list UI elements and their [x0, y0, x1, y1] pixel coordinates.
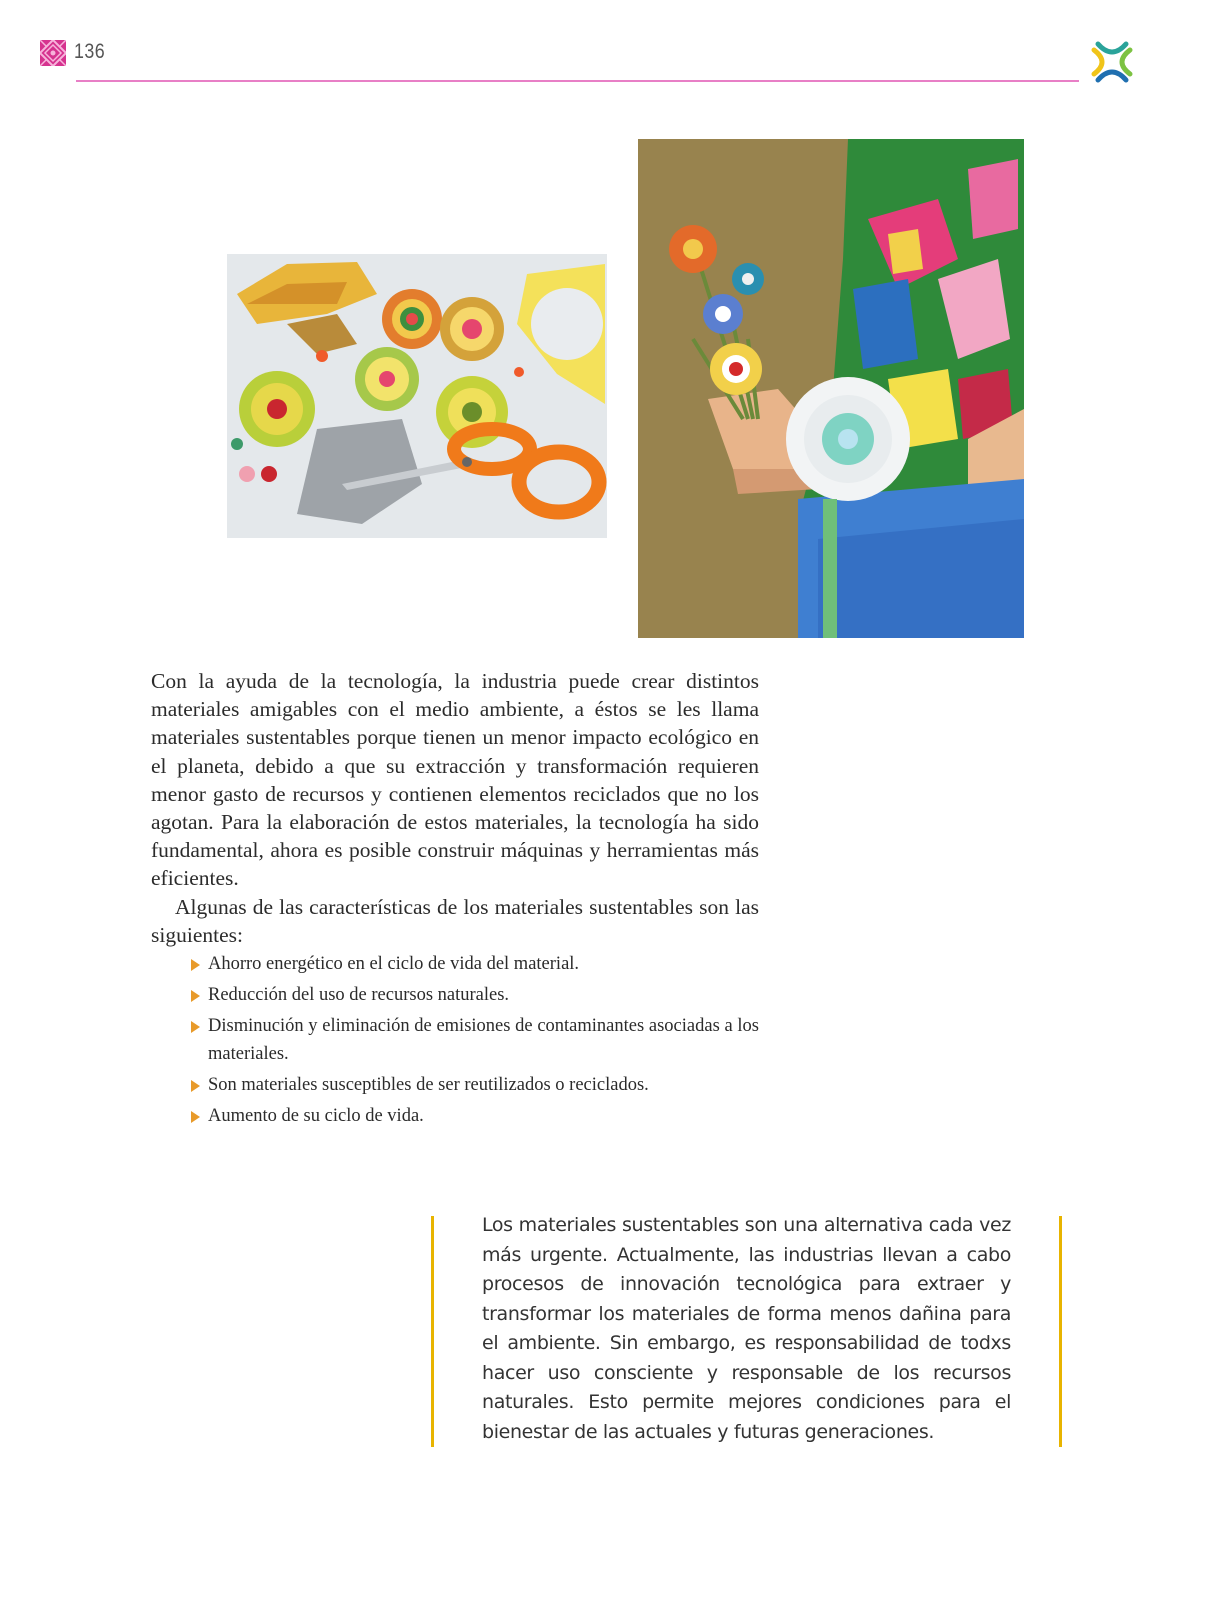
callout-bar-left: [431, 1216, 434, 1447]
callout-text: Los materiales sustentables son una alternativa cada vez más urgente. Actualmente, las industrias llevan a cabo procesos de innovación tecnológica para extraer y transformar los materiales de forma menos dañina para el ambiente. Sin embargo, es responsabilidad de todxs hacer uso consciente y responsable de los recursos naturales. Esto permite mejores condiciones para el bienestar de las actuales y futuras generaciones.: [482, 1214, 1011, 1443]
recycled-dress-bouquet-photo: [638, 139, 1024, 638]
list-item: Ahorro energético en el ciclo de vida del material.: [208, 951, 759, 979]
paragraph-sustainable-materials: Con la ayuda de la tecnología, la industria puede crear distintos materiales amigables con el medio ambiente, a éstos se les llama materiales sustentables porque tienen un menor impacto ecológico en el planeta, debido a que su extracción y transformación requieren menor gasto de recursos y contienen elementos reciclados que no los agotan. Para la elaboración de estos materiales, la tecnología ha sido fundamental, ahora es posible construir máquinas y herramientas más eficientes.: [151, 669, 759, 891]
list-item: Reducción del uso de recursos naturales.: [208, 982, 759, 1010]
list-item: Disminución y eliminación de emisiones de contaminantes asociadas a los materiales.: [208, 1013, 759, 1068]
bullet-arrow-icon: [191, 1111, 200, 1123]
recycled-paper-flowers-scissors-photo: [227, 254, 607, 538]
bullet-arrow-icon: [191, 990, 200, 1002]
main-body-text: [151, 667, 759, 1134]
callout-bar-right: [1059, 1216, 1062, 1447]
bullet-arrow-icon: [191, 959, 200, 971]
bullet-arrow-icon: [191, 1080, 200, 1092]
list-item: Son materiales susceptibles de ser reutilizados o reciclados.: [208, 1072, 759, 1100]
page-number: 136: [74, 40, 106, 63]
bullet-arrow-icon: [191, 1021, 200, 1033]
header-rule: [76, 80, 1079, 82]
pink-pattern-square-icon: [40, 40, 66, 66]
multicolor-knot-logo-icon: [1088, 38, 1136, 86]
list-item: Aumento de su ciclo de vida.: [208, 1103, 759, 1131]
characteristics-list: [151, 951, 759, 1130]
paragraph-characteristics-intro: Algunas de las características de los materiales sustentables son las siguientes:: [151, 894, 759, 947]
